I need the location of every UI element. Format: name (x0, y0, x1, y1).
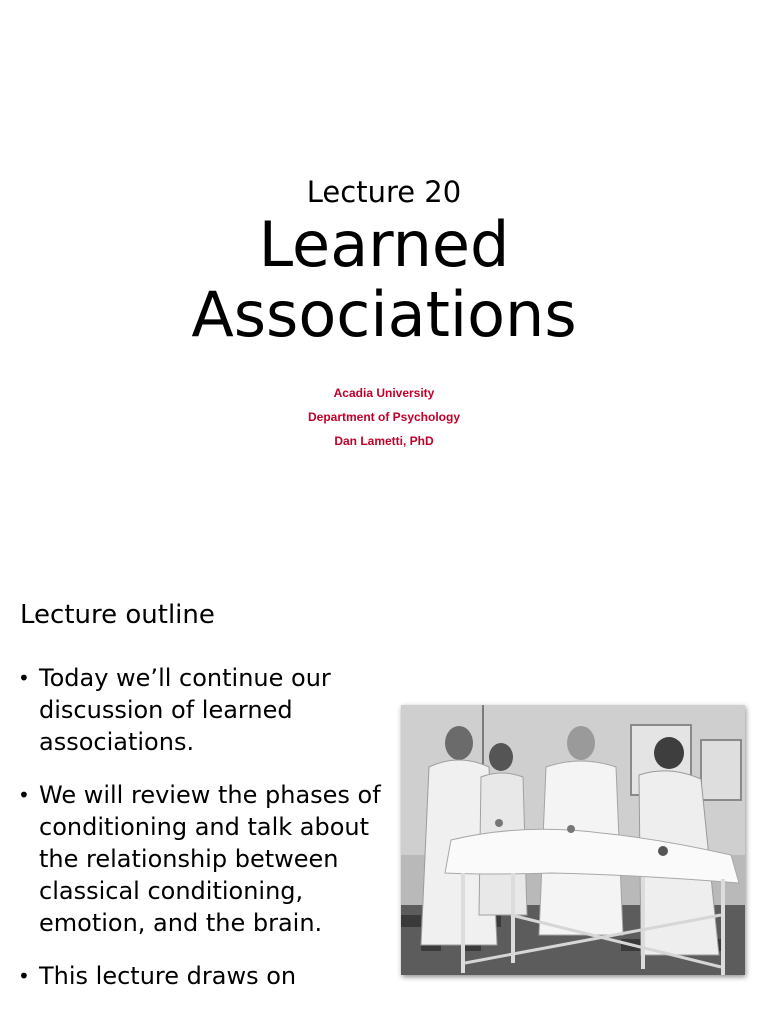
lecture-number: Lecture 20 (306, 175, 462, 209)
affiliation-university: Acadia University (333, 386, 435, 400)
bullet-text: We will review the phases of conditioning and talk about the relationship between classical conditioning, emotion, and the brain. (39, 781, 381, 937)
affiliation-department: Department of Psychology (307, 410, 461, 424)
bullet-icon: • (18, 783, 30, 807)
affiliation-block (0, 381, 768, 453)
lecture-title-line-1: Learned (258, 208, 510, 281)
outline-slide (0, 560, 768, 1024)
bullet-text: This lecture draws on (39, 962, 297, 990)
affiliation-author: Dan Lametti, PhD (334, 434, 434, 448)
outline-heading: Lecture outline (20, 600, 215, 630)
bullet-item (18, 779, 408, 939)
lecture-title (0, 210, 768, 350)
bullet-item (18, 662, 408, 758)
bullet-icon: • (18, 666, 30, 690)
bullet-text: Today we’ll continue our discussion of learned associations. (39, 664, 331, 756)
lecture-title-line-2: Associations (191, 278, 577, 351)
bullet-item (18, 960, 408, 992)
bullet-list (18, 662, 408, 1013)
bullet-icon: • (18, 964, 30, 988)
historical-photo-icon (401, 705, 745, 975)
